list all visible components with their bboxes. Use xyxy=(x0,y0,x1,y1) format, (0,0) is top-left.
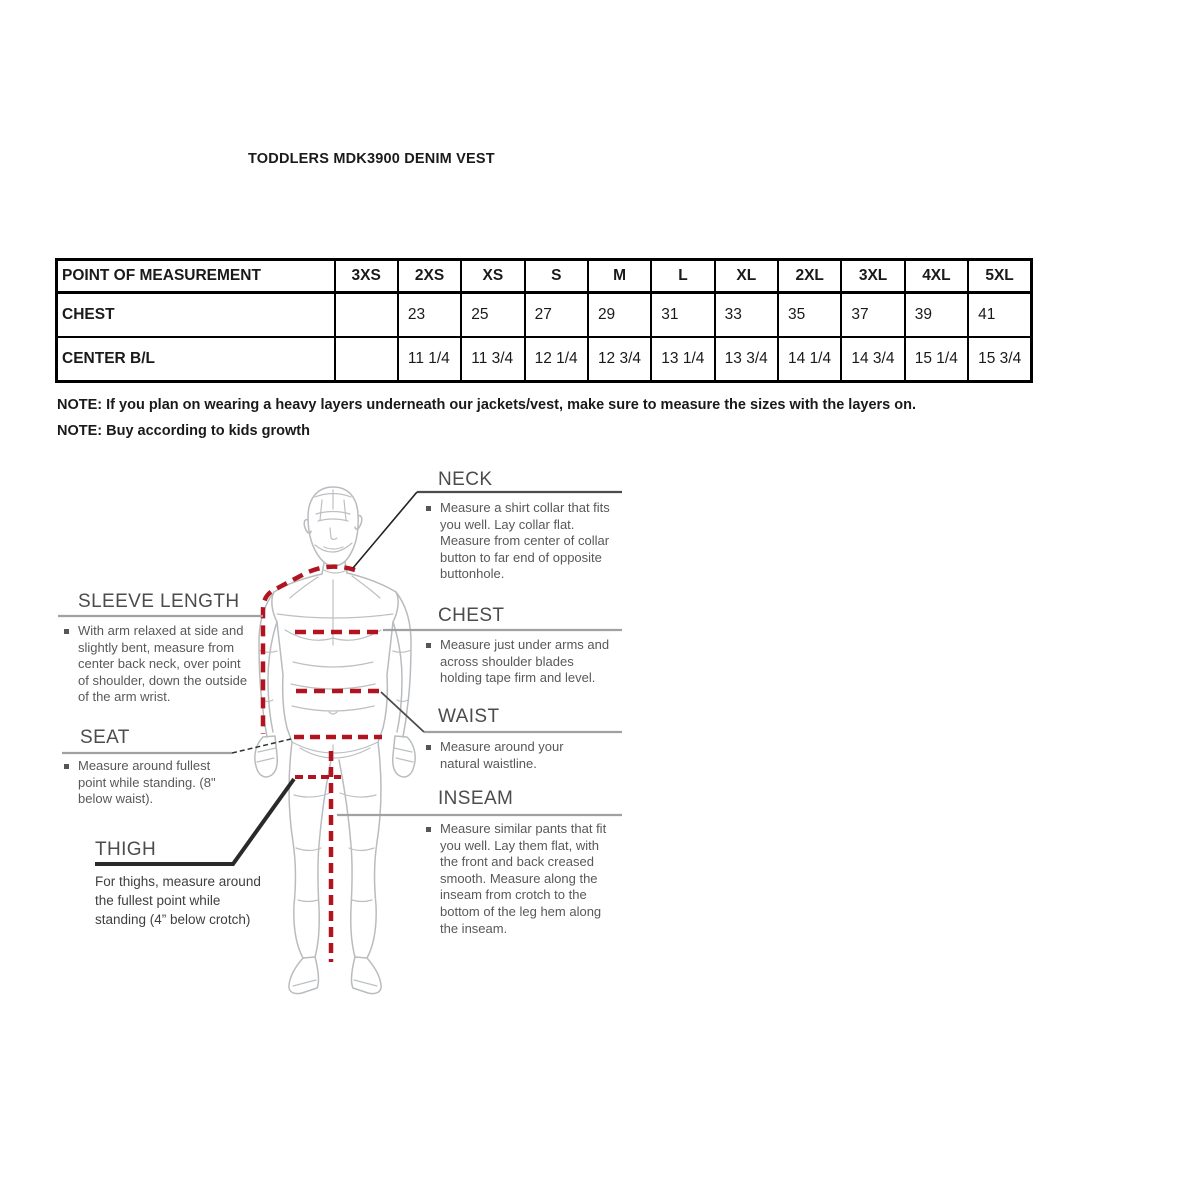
cell-chest-5xl: 41 xyxy=(968,293,1031,338)
row-label-chest: CHEST xyxy=(57,293,335,338)
body-wireframe-outline xyxy=(255,487,415,994)
cell-centerbl-xs: 11 3/4 xyxy=(461,337,524,382)
waist-pointer-line xyxy=(381,692,424,732)
column-header-xl: XL xyxy=(715,260,778,293)
bullet-square-icon xyxy=(426,745,431,750)
guide-text-waist: Measure around your natural waistline. xyxy=(440,739,564,771)
row-label-center-bl: CENTER B/L xyxy=(57,337,335,382)
cell-chest-4xl: 39 xyxy=(905,293,968,338)
cell-chest-2xl: 35 xyxy=(778,293,841,338)
column-header-xs: XS xyxy=(461,260,524,293)
bullet-square-icon xyxy=(64,764,69,769)
column-header-3xl: 3XL xyxy=(841,260,904,293)
cell-centerbl-2xs: 11 1/4 xyxy=(398,337,461,382)
cell-centerbl-4xl: 15 1/4 xyxy=(905,337,968,382)
bullet-square-icon xyxy=(426,827,431,832)
page-title: TODDLERS MDK3900 DENIM VEST xyxy=(248,151,495,167)
guide-text-seat: Measure around fullest point while standing. (8" below waist). xyxy=(78,758,216,807)
guide-text-inseam: Measure similar pants that fit you well. Lay them flat, with the front and back creased smooth. Measure along the inseam from crotch to the bottom of the leg hem along the inseam. xyxy=(440,821,607,936)
cell-centerbl-xl: 13 3/4 xyxy=(715,337,778,382)
column-header-point-of-measurement: POINT OF MEASUREMENT xyxy=(57,260,335,293)
column-header-s: S xyxy=(525,260,588,293)
guide-heading-sleeve-length: SLEEVE LENGTH xyxy=(78,591,240,612)
column-header-2xl: 2XL xyxy=(778,260,841,293)
cell-chest-s: 27 xyxy=(525,293,588,338)
guide-heading-waist: WAIST xyxy=(438,706,500,727)
guide-text-thigh: For thighs, measure around the fullest point while standing (4” below crotch) xyxy=(95,874,261,927)
guide-text-sleeve-length: With arm relaxed at side and slightly bent, measure from center back neck, over point of shoulder, down the outside of the arm wrist. xyxy=(78,623,248,705)
cell-chest-xs: 25 xyxy=(461,293,524,338)
guide-item-sleeve-length xyxy=(64,623,259,706)
cell-chest-2xs: 23 xyxy=(398,293,461,338)
column-header-5xl: 5XL xyxy=(968,260,1031,293)
guide-heading-seat: SEAT xyxy=(80,727,130,748)
bullet-square-icon xyxy=(64,629,69,634)
guide-heading-inseam: INSEAM xyxy=(438,788,514,809)
cell-centerbl-l: 13 1/4 xyxy=(651,337,714,382)
guide-heading-chest: CHEST xyxy=(438,605,505,626)
cell-centerbl-5xl: 15 3/4 xyxy=(968,337,1031,382)
guide-item-neck xyxy=(426,500,618,583)
guide-item-chest xyxy=(426,637,618,687)
cell-centerbl-3xl: 14 3/4 xyxy=(841,337,904,382)
measurement-dash-lines xyxy=(263,567,383,962)
guide-item-inseam xyxy=(426,821,618,937)
bullet-square-icon xyxy=(426,506,431,511)
cell-centerbl-s: 12 1/4 xyxy=(525,337,588,382)
cell-chest-xl: 33 xyxy=(715,293,778,338)
neck-pointer-line xyxy=(353,492,417,568)
note-kids-growth: NOTE: Buy according to kids growth xyxy=(57,423,310,439)
cell-centerbl-m: 12 3/4 xyxy=(588,337,651,382)
guide-text-chest: Measure just under arms and across shoulder blades holding tape firm and level. xyxy=(440,637,610,686)
column-header-l: L xyxy=(651,260,714,293)
column-header-3xs: 3XS xyxy=(335,260,398,293)
column-header-2xs: 2XS xyxy=(398,260,461,293)
column-header-m: M xyxy=(588,260,651,293)
note-layers: NOTE: If you plan on wearing a heavy layers underneath our jackets/vest, make sure to measure the sizes with the layers on. xyxy=(57,397,917,413)
column-header-4xl: 4XL xyxy=(905,260,968,293)
cell-chest-m: 29 xyxy=(588,293,651,338)
guide-text-neck: Measure a shirt collar that fits you well. Lay collar flat. Measure from center of collar button to far end of opposite buttonhole. xyxy=(440,500,610,582)
guide-item-waist xyxy=(426,739,618,772)
cell-centerbl-2xl: 14 1/4 xyxy=(778,337,841,382)
guide-item-seat xyxy=(64,758,259,808)
cell-chest-l: 31 xyxy=(651,293,714,338)
bullet-square-icon xyxy=(426,643,431,648)
guide-heading-neck: NECK xyxy=(438,469,493,490)
guide-heading-thigh: THIGH xyxy=(95,839,157,860)
cell-chest-3xl: 37 xyxy=(841,293,904,338)
